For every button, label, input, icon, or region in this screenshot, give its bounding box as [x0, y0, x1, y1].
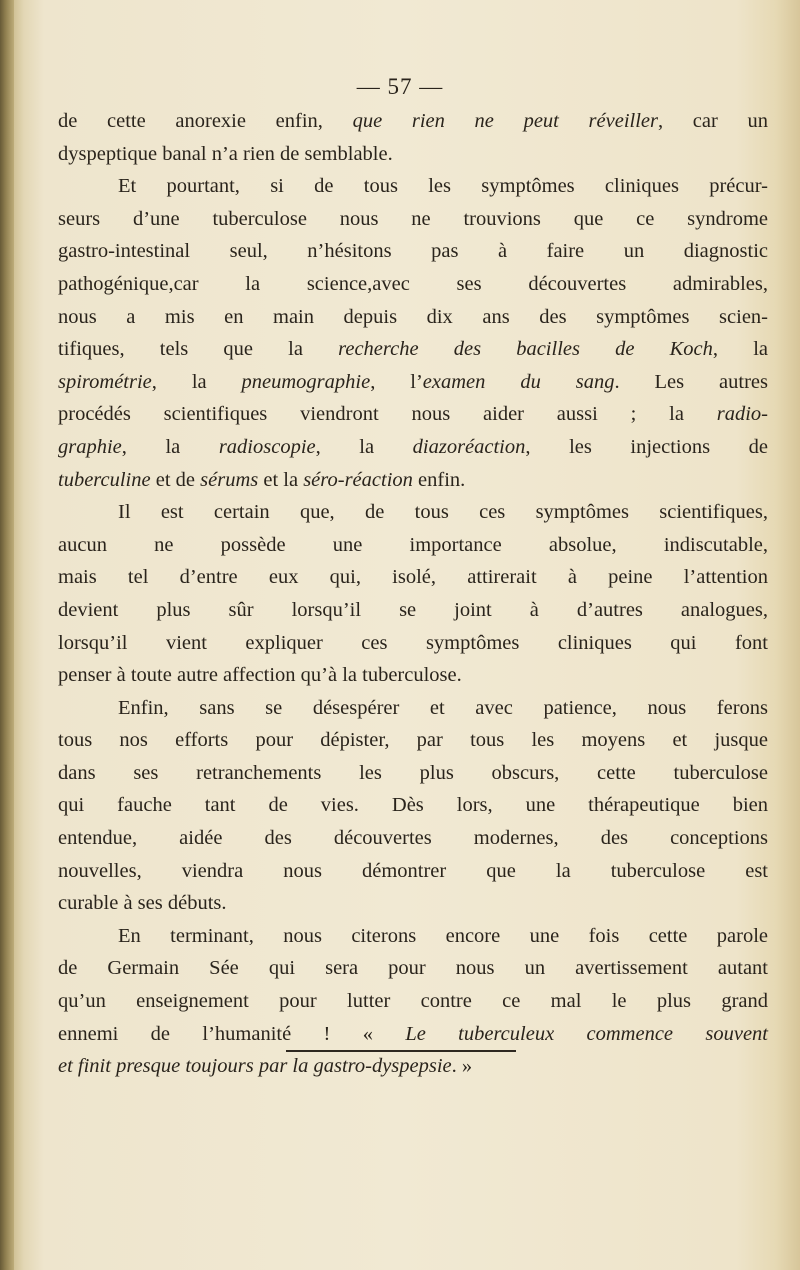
- text-run: tifiques, tels que la: [58, 338, 339, 361]
- section-end-rule: [286, 1050, 516, 1052]
- text-run: , car un: [658, 110, 769, 132]
- page-binding-edge: [0, 0, 14, 1270]
- text-run: et la: [258, 468, 304, 491]
- text-line: [58, 985, 768, 1018]
- text-line: [58, 301, 768, 334]
- text-run: , la: [151, 370, 242, 393]
- italic-run: Le tuberculeux commence souvent: [405, 1022, 768, 1045]
- text-line: [58, 366, 768, 399]
- text-run: Il est certain que, de tous ces symptômes scientifiques,: [118, 501, 768, 524]
- text-run: entendue, aidée des découvertes modernes, des conceptions: [58, 827, 768, 850]
- text-run: devient plus sûr lorsqu’il se joint à d’autres analogues,: [58, 598, 768, 621]
- text-line: [58, 529, 768, 562]
- text-run: Enfin, sans se désespérer et avec patience, nous ferons: [118, 696, 768, 719]
- text-line: [58, 105, 768, 138]
- text-line: [58, 594, 768, 627]
- text-line: [58, 887, 768, 920]
- text-line: [58, 431, 768, 464]
- text-run: dans ses retranchements les plus obscurs, cette tuberculose: [58, 761, 768, 784]
- text-run: de Germain Sée qui sera pour nous un avertissement autant: [58, 957, 768, 980]
- italic-run: que rien ne peut réveiller: [352, 110, 658, 132]
- text-line: [58, 627, 768, 660]
- text-run: seurs d’une tuberculose nous ne trouvions que ce syndrome: [58, 207, 768, 230]
- text-run: En terminant, nous citerons encore une fois cette parole: [118, 924, 768, 947]
- text-line: [58, 659, 768, 692]
- text-run: et de: [150, 468, 201, 491]
- text-run: mais tel d’entre eux qui, isolé, attirerait à peine l’attention: [58, 566, 768, 589]
- text-run: pathogénique,car la science,avec ses découvertes admirables,: [58, 272, 768, 295]
- text-line: [58, 1018, 768, 1051]
- text-line: [58, 855, 768, 888]
- italic-run: tuberculine: [58, 468, 151, 491]
- text-run: aucun ne possède une importance absolue, indiscutable,: [58, 533, 768, 556]
- italic-run: graphie: [58, 435, 122, 458]
- text-line: [58, 170, 768, 203]
- italic-run: radioscopie: [218, 435, 316, 458]
- italic-run: séro-réaction: [303, 468, 413, 491]
- text-line: [58, 692, 768, 725]
- text-run: de cette anorexie enfin,: [58, 110, 353, 132]
- body-text: [58, 105, 768, 1083]
- text-line: [58, 952, 768, 985]
- text-run: ennemi de l’humanité ! «: [58, 1022, 406, 1045]
- text-run: dyspeptique banal n’a rien de semblable.: [58, 142, 393, 165]
- italic-run: spirométrie: [58, 370, 152, 393]
- text-run: , la: [712, 338, 769, 361]
- text-run: curable à ses débuts.: [58, 892, 227, 915]
- text-run: , la: [315, 435, 413, 458]
- text-line: [58, 235, 768, 268]
- text-line: [58, 268, 768, 301]
- text-line: [58, 203, 768, 236]
- text-line: [58, 464, 768, 497]
- text-run: gastro-intestinal seul, n’hésitons pas à faire un diagnostic: [58, 240, 768, 263]
- text-line: [58, 561, 768, 594]
- text-run: . »: [451, 1055, 473, 1078]
- text-run: , les injections de: [525, 435, 768, 458]
- page-number: — 57 —: [356, 74, 444, 99]
- italic-run: pneumographie: [241, 370, 371, 393]
- text-run: nouvelles, viendra nous démontrer que la tuberculose est: [58, 859, 768, 882]
- text-line: [58, 333, 768, 366]
- italic-run: sérums: [200, 468, 259, 491]
- text-run: qui fauche tant de vies. Dès lors, une thérapeutique bien: [58, 794, 768, 817]
- text-run: procédés scientifiques viendront nous aider aussi ; la: [58, 403, 717, 426]
- italic-run: examen du sang: [422, 370, 615, 393]
- text-line: [58, 920, 768, 953]
- italic-run: et finit presque toujours par la gastro-dyspepsie: [58, 1055, 452, 1078]
- text-line: [58, 138, 768, 171]
- text-run: enfin.: [412, 468, 466, 491]
- italic-run: radio-: [716, 403, 768, 426]
- text-run: lorsqu’il vient expliquer ces symptômes cliniques qui font: [58, 631, 768, 654]
- text-line: [58, 822, 768, 855]
- text-run: . Les autres: [614, 370, 768, 393]
- text-line: [58, 1050, 768, 1083]
- text-run: qu’un enseignement pour lutter contre ce mal le plus grand: [58, 990, 768, 1013]
- text-run: penser à toute autre affection qu’à la tuberculose.: [58, 664, 462, 687]
- text-line: [58, 724, 768, 757]
- text-run: tous nos efforts pour dépister, par tous les moyens et jusque: [58, 729, 768, 752]
- text-run: , l’: [370, 370, 423, 393]
- italic-run: diazoréaction: [412, 435, 526, 458]
- text-line: [58, 789, 768, 822]
- text-run: Et pourtant, si de tous les symptômes cliniques précur-: [118, 175, 768, 198]
- text-run: nous a mis en main depuis dix ans des symptômes scien-: [58, 305, 768, 328]
- italic-run: recherche des bacilles de Koch: [338, 338, 713, 361]
- text-line: [58, 496, 768, 529]
- text-line: [58, 757, 768, 790]
- text-run: , la: [121, 435, 219, 458]
- text-line: [58, 398, 768, 431]
